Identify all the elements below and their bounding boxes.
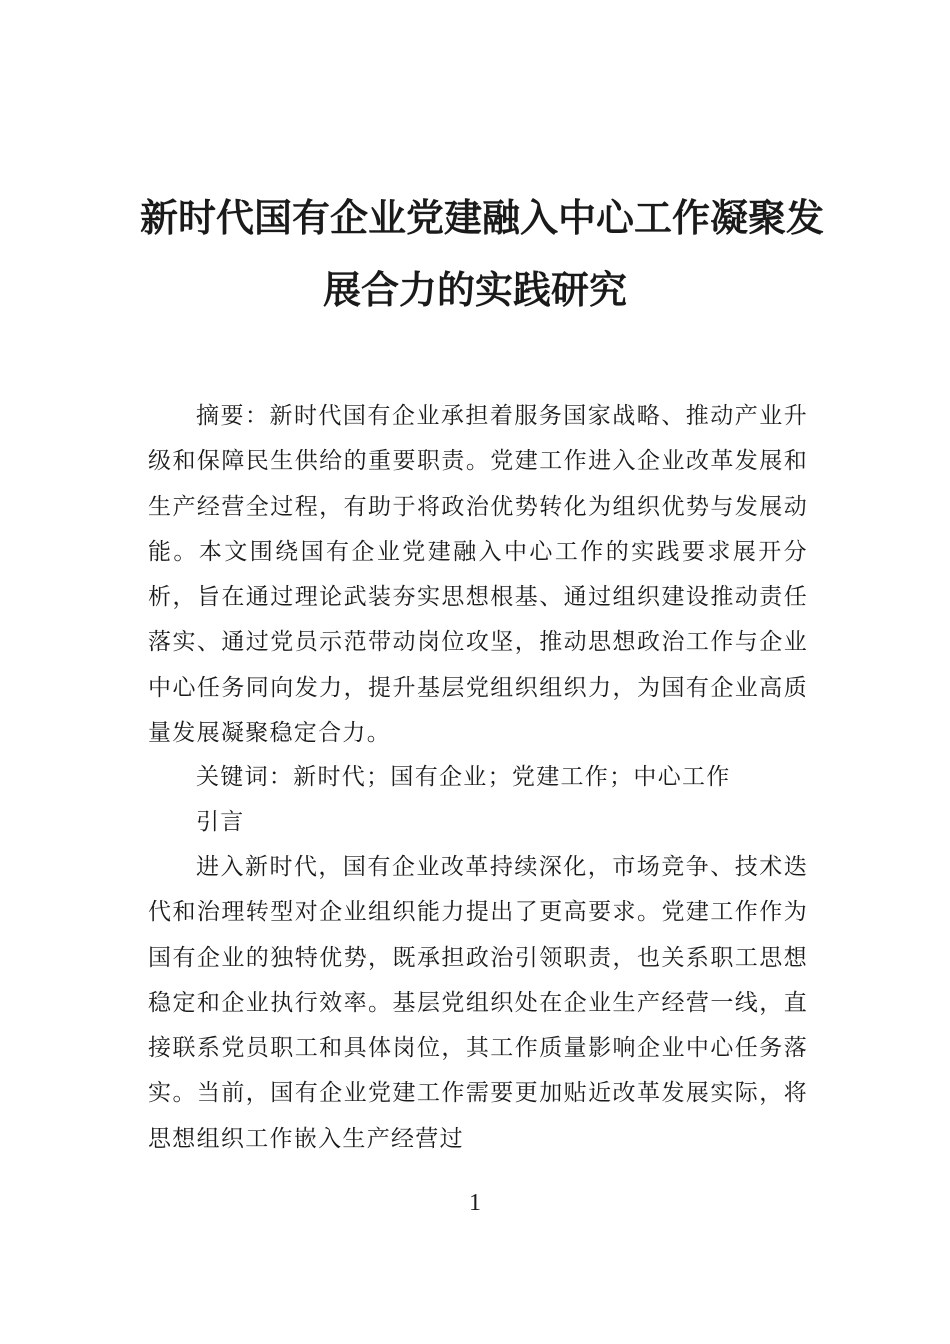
page-number: 1 bbox=[469, 1190, 481, 1216]
keywords-line: 关键词：新时代；国有企业；党建工作；中心工作 bbox=[196, 764, 731, 790]
document-title-line-1: 新时代国有企业党建融入中心工作凝聚发 bbox=[140, 195, 825, 240]
abstract-paragraph: 摘要：新时代国有企业承担着服务国家战略、推动产业升级和保障民生供给的重要职责。党建工作进入企业改革发展和生产经营全过程，有助于将政治优势转化为组织优势与发展动能。本文围绕国有企业党建融入中心工作的实践要求展开分析，旨在通过理论武装夯实思想根基、通过组织建设推动责任落实、通过党员示范带动岗位攻坚，推动思想政治工作与企业中心任务同向发力，提升基层党组织组织力，为国有企业高质量发展凝聚稳定合力。 bbox=[148, 403, 808, 747]
intro-paragraph: 进入新时代，国有企业改革持续深化，市场竞争、技术迭代和治理转型对企业组织能力提出了更高要求。党建工作作为国有企业的独特优势，既承担政治引领职责，也关系职工思想稳定和企业执行效率。基层党组织处在企业生产经营一线，直接联系党员职工和具体岗位，其工作质量影响企业中心任务落实。当前，国有企业党建工作需要更加贴近改革发展实际，将思想组织工作嵌入生产经营过 bbox=[148, 854, 808, 1152]
intro-heading: 引言 bbox=[196, 809, 245, 835]
document-title-line-2: 展合力的实践研究 bbox=[322, 267, 627, 312]
